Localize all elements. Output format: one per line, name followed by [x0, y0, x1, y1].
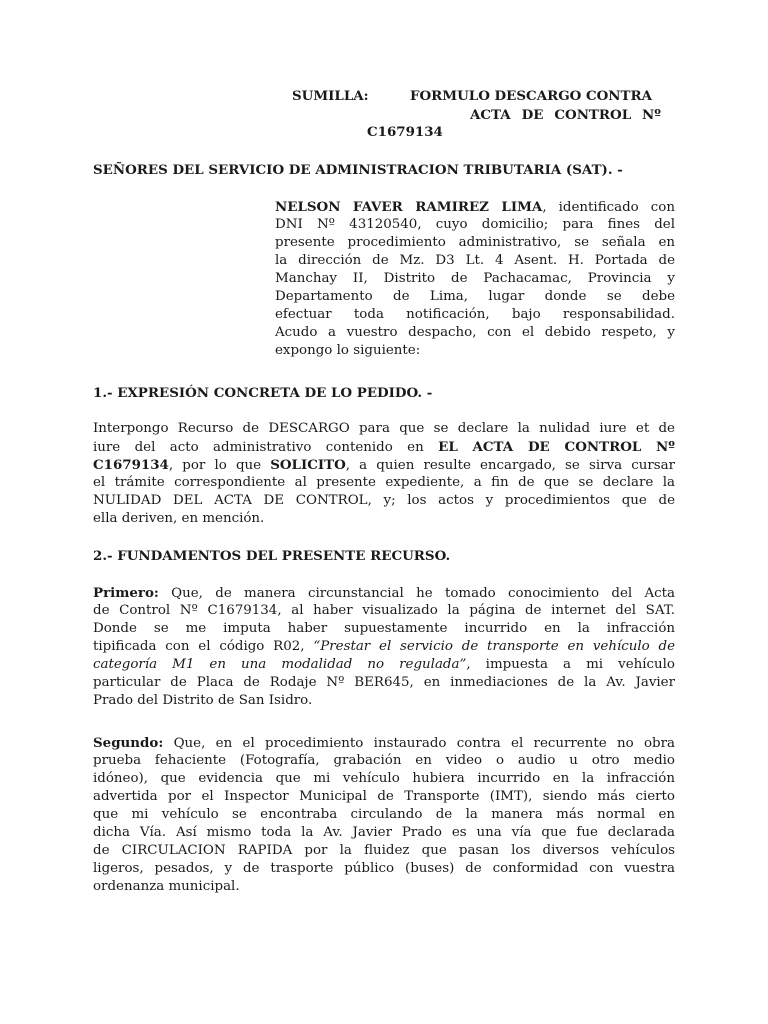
primero-line-4: tipificada con el código R02, “Prestar el servicio de transporte en vehículo de	[93, 639, 675, 654]
section-1-heading: 1.- EXPRESIÓN CONCRETA DE LO PEDIDO. -	[93, 385, 433, 401]
primero-line-7: Prado del Distrito de San Isidro.	[93, 693, 313, 708]
segundo-line-4: advertida por el Inspector Municipal de Transporte (IMT), siendo más cierto	[93, 789, 675, 804]
section-1-line-4: el trámite correspondiente al presente expediente, a fin de que se declare la	[93, 475, 675, 490]
segundo-line-3: idóneo), que evidencia que mi vehículo hubiera incurrido en la infracción	[93, 771, 675, 786]
intro-line-4: la dirección de Mz. D3 Lt. 4 Asent. H. Portada de	[275, 253, 675, 268]
segundo-line-7: de CIRCULACION RAPIDA por la fluidez que pasan los diversos vehículos	[93, 843, 675, 858]
primero-line-6: particular de Placa de Rodaje Nº BER645, en inmediaciones de la Av. Javier	[93, 675, 675, 690]
intro-line-9: expongo lo siguiente:	[275, 343, 421, 358]
primero-line-2: de Control Nº C1679134, al haber visualizado la página de internet del SAT.	[93, 603, 675, 618]
intro-line-8: Acudo a vuestro despacho, con el debido respeto, y	[275, 325, 675, 340]
intro-line-1: NELSON FAVER RAMIREZ LIMA, identificado con	[275, 199, 675, 215]
section-2-heading: 2.- FUNDAMENTOS DEL PRESENTE RECURSO.	[93, 548, 451, 564]
sumilla-line-1: FORMULO DESCARGO CONTRA	[410, 88, 653, 104]
primero-label: Primero:	[93, 585, 159, 601]
primero-line-5: categoría M1 en una modalidad no regulada”, impuesta a mi vehículo	[93, 657, 675, 672]
sumilla-line-2: ACTA DE CONTROL Nº	[470, 107, 661, 123]
addressee-heading: SEÑORES DEL SERVICIO DE ADMINISTRACION TRIBUTARIA (SAT). -	[93, 162, 623, 178]
segundo-line-9: ordenanza municipal.	[93, 879, 240, 894]
section-1-line-5: NULIDAD DEL ACTA DE CONTROL, y; los actos y procedimientos que de	[93, 493, 675, 508]
sumilla-line-3: C1679134	[367, 124, 443, 140]
intro-line-5: Manchay II, Distrito de Pachacamac, Provincia y	[275, 271, 675, 286]
segundo-line-5: que mi vehículo se encontraba circulando de la manera más normal en	[93, 807, 675, 822]
primero-line-3: Donde se me imputa haber supuestamente incurrido en la infracción	[93, 621, 675, 636]
segundo-line-2: prueba fehaciente (Fotografía, grabación en video o audio u otro medio	[93, 753, 675, 768]
section-1-line-3: C1679134, por lo que SOLICITO, a quien resulte encargado, se sirva cursar	[93, 457, 675, 473]
intro-line-6: Departamento de Lima, lugar donde se debe	[275, 289, 675, 304]
section-1-line-1: Interpongo Recurso de DESCARGO para que se declare la nulidad iure et de	[93, 421, 675, 436]
segundo-line-1: Segundo: Que, en el procedimiento instaurado contra el recurrente no obra	[93, 735, 675, 751]
segundo-label: Segundo:	[93, 735, 164, 751]
intro-line-7: efectuar toda notificación, bajo responsabilidad.	[275, 307, 675, 322]
segundo-line-6: dicha Vía. Así mismo toda la Av. Javier Prado es una vía que fue declarada	[93, 825, 675, 840]
petitioner-name: NELSON FAVER RAMIREZ LIMA	[275, 199, 543, 215]
segundo-line-8: ligeros, pesados, y de trasporte público (buses) de conformidad con vuestra	[93, 861, 675, 876]
sumilla-label: SUMILLA:	[292, 88, 369, 104]
intro-line-3: presente procedimiento administrativo, se señala en	[275, 235, 675, 250]
primero-line-1: Primero: Que, de manera circunstancial he tomado conocimiento del Acta	[93, 585, 675, 601]
section-1-line-2: iure del acto administrativo contenido en EL ACTA DE CONTROL Nº	[93, 439, 675, 455]
section-1-line-6: ella deriven, en mención.	[93, 511, 265, 526]
intro-line-2: DNI Nº 43120540, cuyo domicilio; para fines del	[275, 217, 675, 232]
